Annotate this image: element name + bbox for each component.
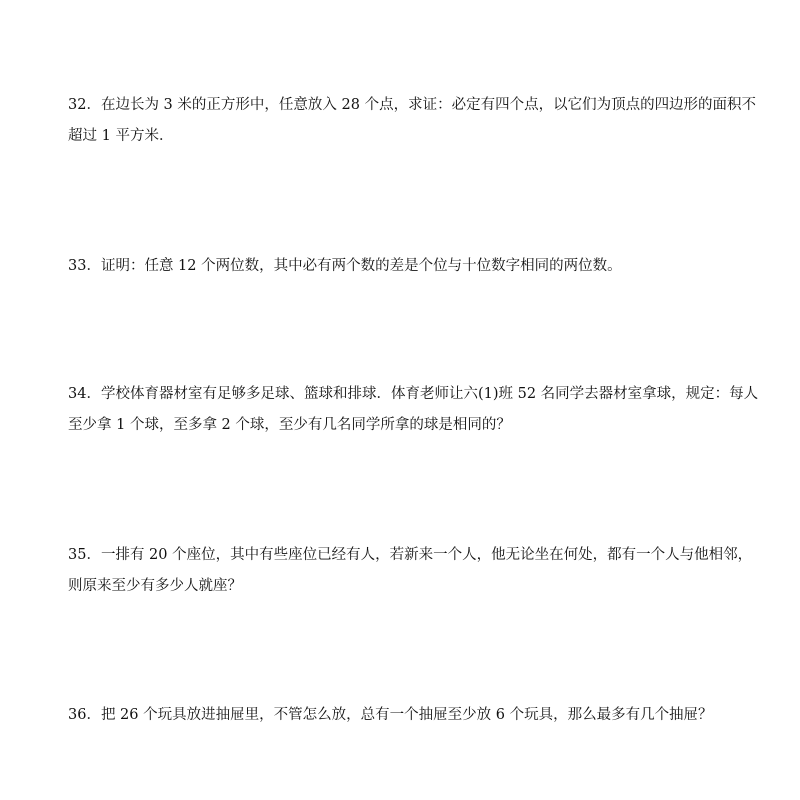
problem-number: 32． [68, 97, 101, 113]
problem-number: 33． [68, 258, 101, 274]
problem-text: 在边长为 3 米的正方形中，任意放入 28 个点，求证：必定有四个点，以它们为顶点的四边形的面积不 [100, 97, 757, 113]
problem-text: 证明：任意 12 个两位数，其中必有两个数的差是个位与十位数字相同的两位数。 [100, 258, 622, 274]
problem-number: 34． [68, 386, 101, 402]
problem-35 [68, 540, 753, 602]
problem-number: 36． [68, 707, 101, 723]
problem-line [68, 90, 757, 121]
problem-text: 学校体育器材室有足够多足球、篮球和排球．体育老师让六(1)班 52 名同学去器材室拿球，规定：每人 [100, 386, 759, 402]
problem-line [68, 700, 736, 731]
problem-36 [68, 700, 736, 731]
problem-text: 一排有 20 个座位，其中有些座位已经有人，若新来一个人，他无论坐在何处，都有一个人与他相邻， [100, 547, 753, 563]
problem-33 [68, 251, 736, 282]
problem-line [68, 251, 736, 282]
problem-32 [68, 90, 757, 152]
problem-line [68, 540, 753, 571]
problem-text: 至少拿 1 个球，至多拿 2 个球，至少有几名同学所拿的球是相同的？ [68, 417, 511, 433]
problem-text: 超过 1 平方米． [68, 128, 174, 144]
problem-number: 35． [68, 547, 101, 563]
problem-text: 把 26 个玩具放进抽屉里，不管怎么放，总有一个抽屉至少放 6 个玩具，那么最多有几个抽屉？ [100, 707, 713, 723]
problem-34 [68, 379, 759, 441]
problem-text: 则原来至少有多少人就座？ [68, 578, 242, 594]
problem-line [68, 379, 759, 410]
